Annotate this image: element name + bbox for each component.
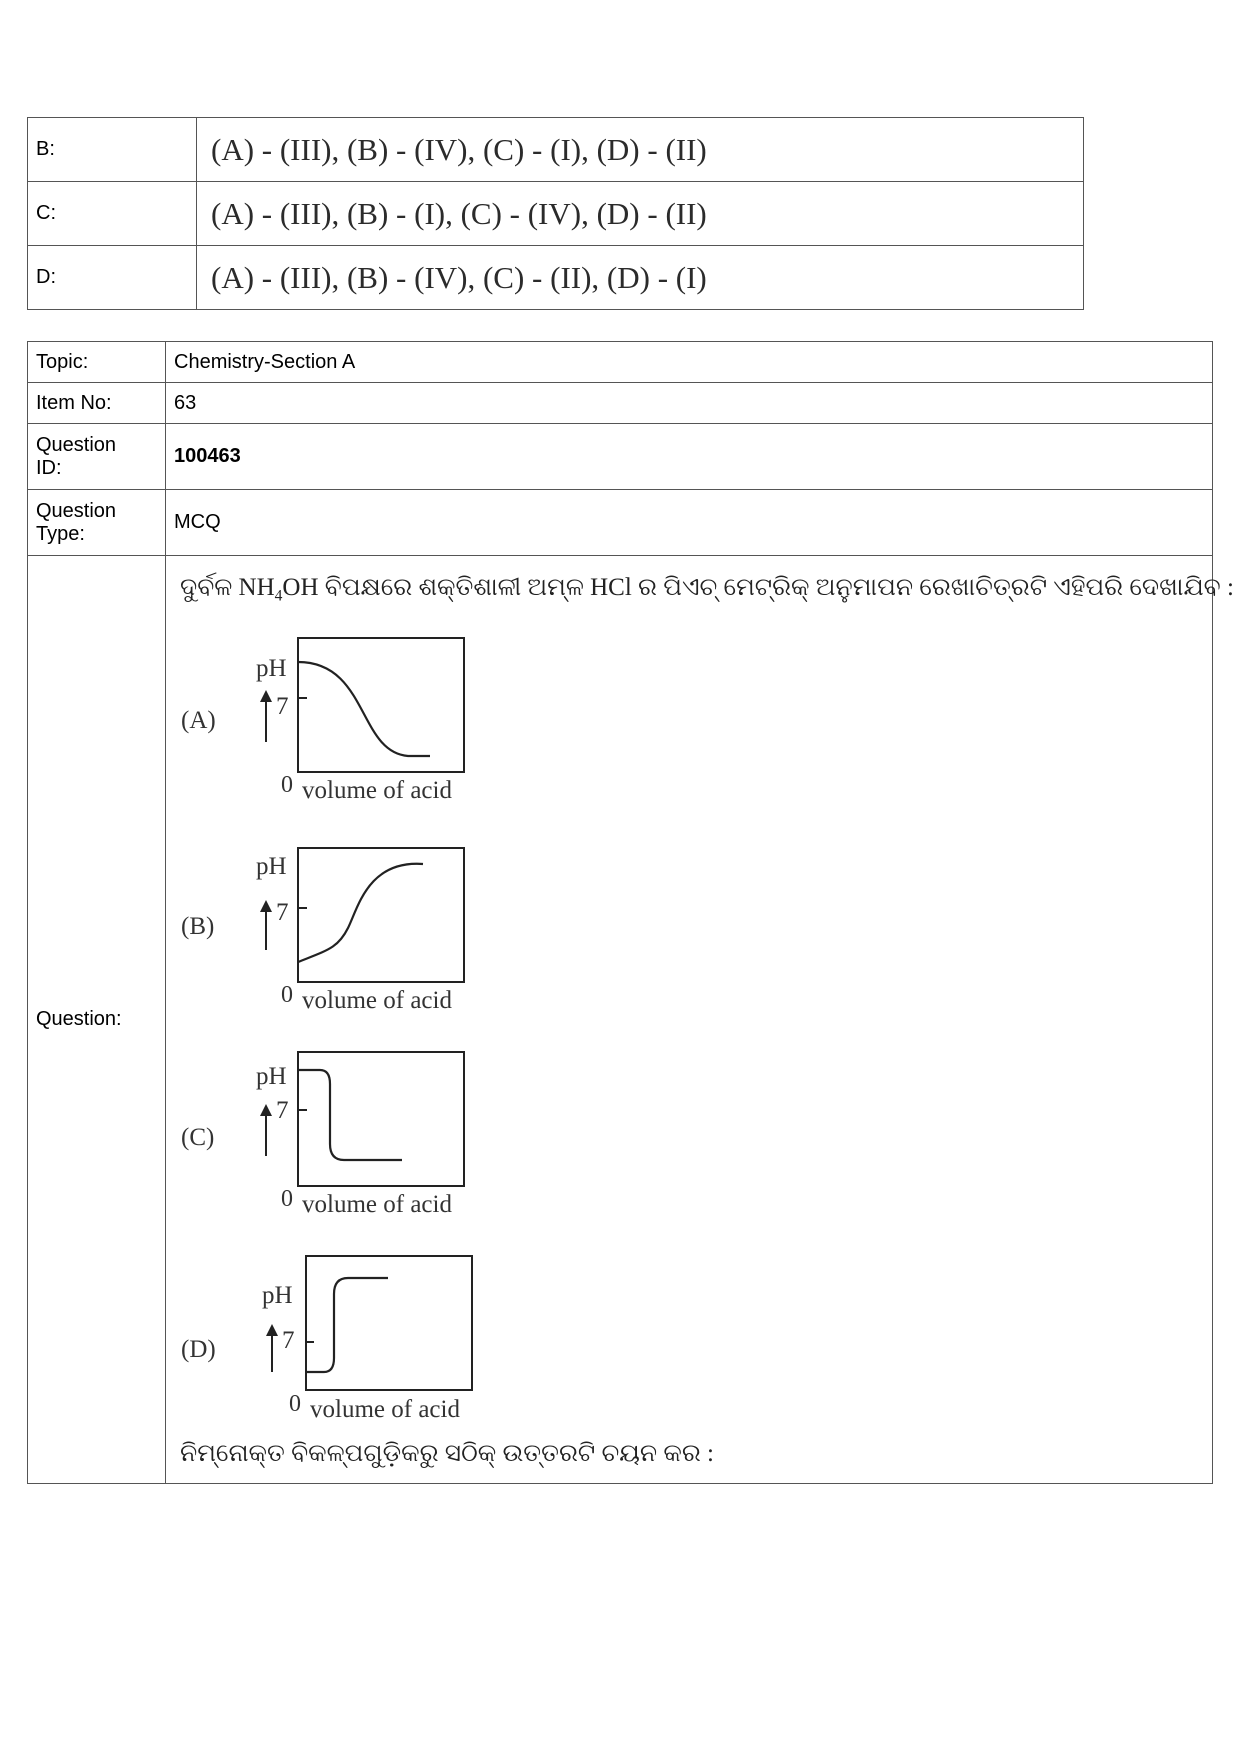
origin-label: 0 [289,1391,301,1417]
y-axis-label: pH [256,1063,287,1090]
plot-frame [298,848,464,982]
item-label: Item No: [28,383,166,424]
item-row [28,383,1213,424]
titration-curve [298,864,423,962]
topic-row [28,342,1213,383]
question-outro: ନିମ୍ନୋକ୍ତ ବିକଳ୍ପଗୁଡ଼ିକରୁ ସଠିକ୍ ଉତ୍ତରଟି ଚୟନ କର : [180,1440,714,1467]
x-axis-label: volume of acid [302,1191,452,1218]
titration-curve [298,662,430,756]
topic-value: Chemistry-Section A [166,342,1213,383]
tick-label: 7 [276,1097,289,1124]
origin-label: 0 [281,1186,293,1212]
option-text: (A) - (III), (B) - (IV), (C) - (I), (D) - (II) [197,118,1084,182]
arrowhead-icon [260,690,272,702]
arrowhead-icon [260,1104,272,1116]
x-axis-label: volume of acid [302,777,452,804]
question-intro: ଦୁର୍ବଳ $NH_4OH$ ବିପକ୍ଷରେ ଶକ୍ତିଶାଳୀ ଅମ୍ଳ HCl ର ପିଏଚ୍ ମେଟ୍ରିକ୍ ଅନୁମାପନ ରେଖାଚିତ୍ରଟି ଏହିପରି ଦେଖାଯିବ : [180,574,1234,605]
options-table [27,117,1084,310]
x-axis-label: volume of acid [302,987,452,1014]
option-text: (A) - (III), (B) - (I), (C) - (IV), (D) - (II) [197,182,1084,246]
origin-label: 0 [281,772,293,798]
option-text: (A) - (III), (B) - (IV), (C) - (II), (D) - (I) [197,246,1084,310]
graph-a [178,632,508,822]
option-label: B: [28,118,197,182]
option-row-c [28,182,1084,246]
y-axis-label: pH [256,853,287,880]
y-axis-label: pH [256,655,287,682]
graph-label: (B) [181,913,215,940]
tick-label: 7 [276,899,289,926]
topic-label: Topic: [28,342,166,383]
option-label: D: [28,246,197,310]
option-label: C: [28,182,197,246]
item-value: 63 [166,383,1213,424]
tick-label: 7 [276,693,289,720]
question-id-value: 100463 [166,424,1213,490]
question-type-value: MCQ [166,490,1213,556]
tick-label: 7 [282,1327,295,1354]
arrowhead-icon [260,900,272,912]
option-row-b [28,118,1084,182]
origin-label: 0 [281,982,293,1008]
titration-curve [306,1278,388,1372]
graph-label: (D) [181,1336,216,1363]
question-id-row [28,424,1213,490]
graph-label: (C) [181,1124,215,1151]
plot-frame [298,1052,464,1186]
question-label: Question: [28,556,166,1484]
y-axis-label: pH [262,1282,293,1309]
question-type-row [28,490,1213,556]
titration-curve [298,1070,402,1160]
question-type-label: Question Type: [28,490,166,556]
x-axis-label: volume of acid [310,1396,460,1423]
option-row-d [28,246,1084,310]
question-id-label: Question ID: [28,424,166,490]
graph-c [178,1042,508,1232]
graph-d [178,1244,508,1434]
plot-frame [298,638,464,772]
graph-b [178,838,508,1028]
graph-label: (A) [181,707,216,734]
arrowhead-icon [266,1324,278,1336]
